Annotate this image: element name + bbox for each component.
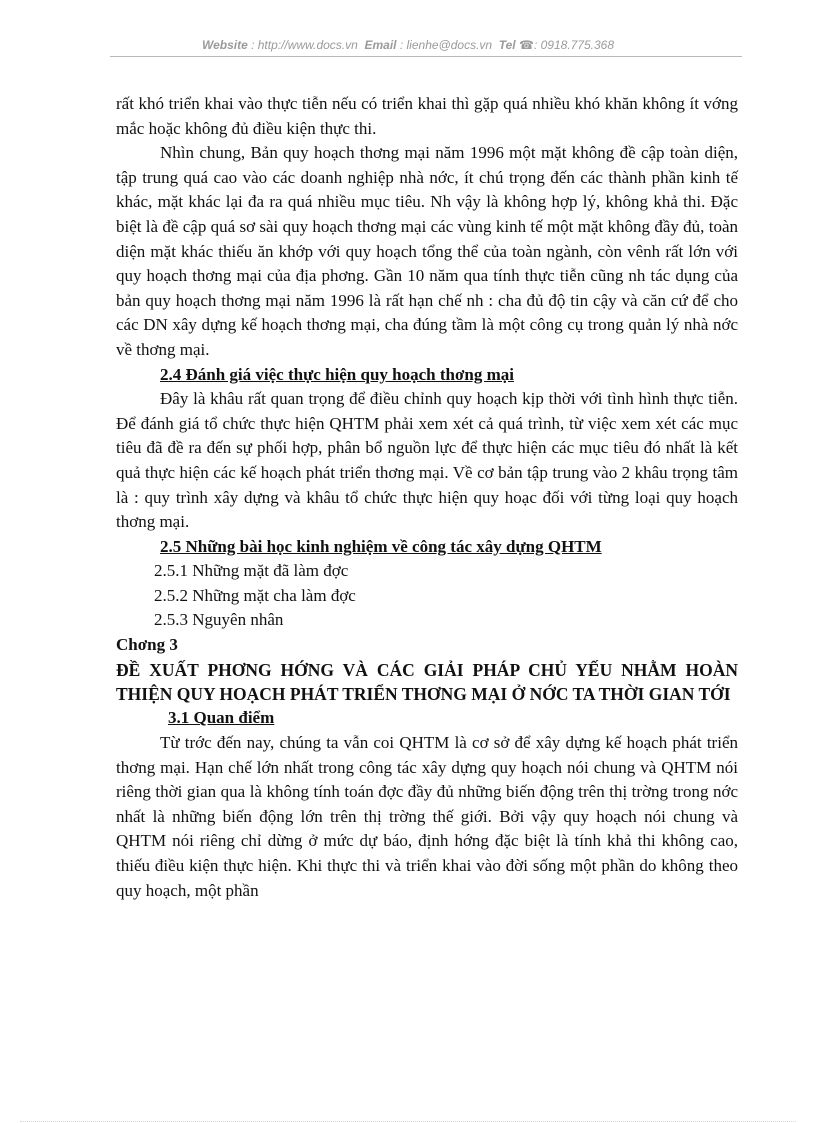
page-header bbox=[0, 38, 816, 52]
email-link[interactable]: : lienhe@docs.vn bbox=[399, 38, 493, 52]
tel-label: Tel bbox=[498, 38, 516, 52]
footer-divider bbox=[20, 1121, 796, 1122]
section-heading-3-1: 3.1 Quan điểm bbox=[168, 708, 275, 728]
tel-value: : 0918.775.368 bbox=[533, 38, 615, 52]
subsection-item: 2.5.3 Nguyên nhân bbox=[154, 610, 284, 630]
paragraph-continued: rất khó triển khai vào thực tiễn nếu có triển khai thì gặp quá nhiều khó khăn không ít vớng mắc hoặc không đủ điều kiện thực thi. bbox=[116, 94, 738, 138]
section-heading-2-5: 2.5 Những bài học kinh nghiệm về công tác xây dựng QHTM bbox=[160, 536, 602, 556]
paragraph-viewpoint: Từ trớc đến nay, chúng ta vẫn coi QHTM là cơ sở để xây dựng kế hoạch phát triển thơng mại. Hạn chế lớn nhất trong công tác xây dựng quy hoạch nói chung và QHTM nói riêng thời gian qua là không tính toán đợc đầy đủ những biến động trên thị trờng trong nớc nhất là những biến động lớn trên thị trờng thế giới. Bởi vậy quy hoạch nói chung và QHTM nói riêng chỉ dừng ở mức dự báo, định hớng đặc biệt là tính khả thi không cao, thiếu điều kiện thực hiện. Khi thực thi và triển khai vào đời sống một phần do không theo quy hoạch, một phần bbox=[116, 733, 738, 900]
chapter-title: ĐỀ XUẤT PHƠNG HỚNG VÀ CÁC GIẢI PHÁP CHỦ YẾU NHẰM HOÀN THIỆN QUY HOẠCH PHÁT TRIỂN THƠNG MẠI Ở NỚC TA THỜI GIAN TỚI bbox=[116, 659, 738, 705]
header-divider bbox=[110, 56, 742, 57]
website-label: Website bbox=[201, 38, 248, 52]
section-heading-2-4: 2.4 Đánh giá việc thực hiện quy hoạch thơng mại bbox=[160, 364, 514, 384]
chapter-label: Chơng 3 bbox=[116, 635, 178, 655]
phone-icon: ☎ bbox=[519, 38, 534, 52]
subsection-item: 2.5.1 Những mặt đã làm đợc bbox=[154, 561, 349, 581]
email-label: Email bbox=[364, 38, 397, 52]
paragraph-overview: Nhìn chung, Bản quy hoạch thơng mại năm 1996 một mặt không đề cập toàn diện, tập trung quá cao vào các doanh nghiệp nhà nớc, ít chú trọng đến các thành phần kinh tế khác, mặt khác lại đa ra quá nhiều mục tiêu. Nh vậy là không hợp lý, không khả thi. Đặc biệt là đề cập quá sơ sài quy hoạch thơng mại các vùng kinh tế một mặt không đầy đủ, toàn diện mặt khác thiếu ăn khớp với quy hoạch tổng thể của toàn ngành, còn vênh rất lớn với quy hoạch thơng mại của địa phơng. Gần 10 năm qua tính thực tiễn cũng nh tác dụng của bản quy hoạch thơng mại năm 1996 là rất hạn chế nh : cha đủ độ tin cậy và căn cứ để cho các DN xây dựng kế hoạch thơng mại, cha đúng tầm là một công cụ trong quản lý nhà nớc về thơng mại. bbox=[116, 143, 738, 359]
paragraph-evaluation: Đây là khâu rất quan trọng để điều chỉnh quy hoạch kịp thời với tình hình thực tiễn. Để đánh giá tổ chức thực hiện QHTM phải xem xét cả quá trình, từ việc xem xét các mục tiêu đã đề ra đến sự phối hợp, phân bổ nguồn lực để thực hiện các mục tiêu đó nhất là kết quả thực hiện các kế hoạch phát triển thơng mại. Về cơ bản tập trung vào 2 khâu trọng tâm là : quy trình xây dựng và khâu tổ chức thực hiện quy hoạc đối với từng loại quy hoạch thơng mại. bbox=[116, 389, 738, 532]
subsection-item: 2.5.2 Những mặt cha làm đợc bbox=[154, 585, 356, 605]
document-body bbox=[116, 92, 738, 903]
website-link[interactable]: : http://www.docs.vn bbox=[251, 38, 358, 52]
